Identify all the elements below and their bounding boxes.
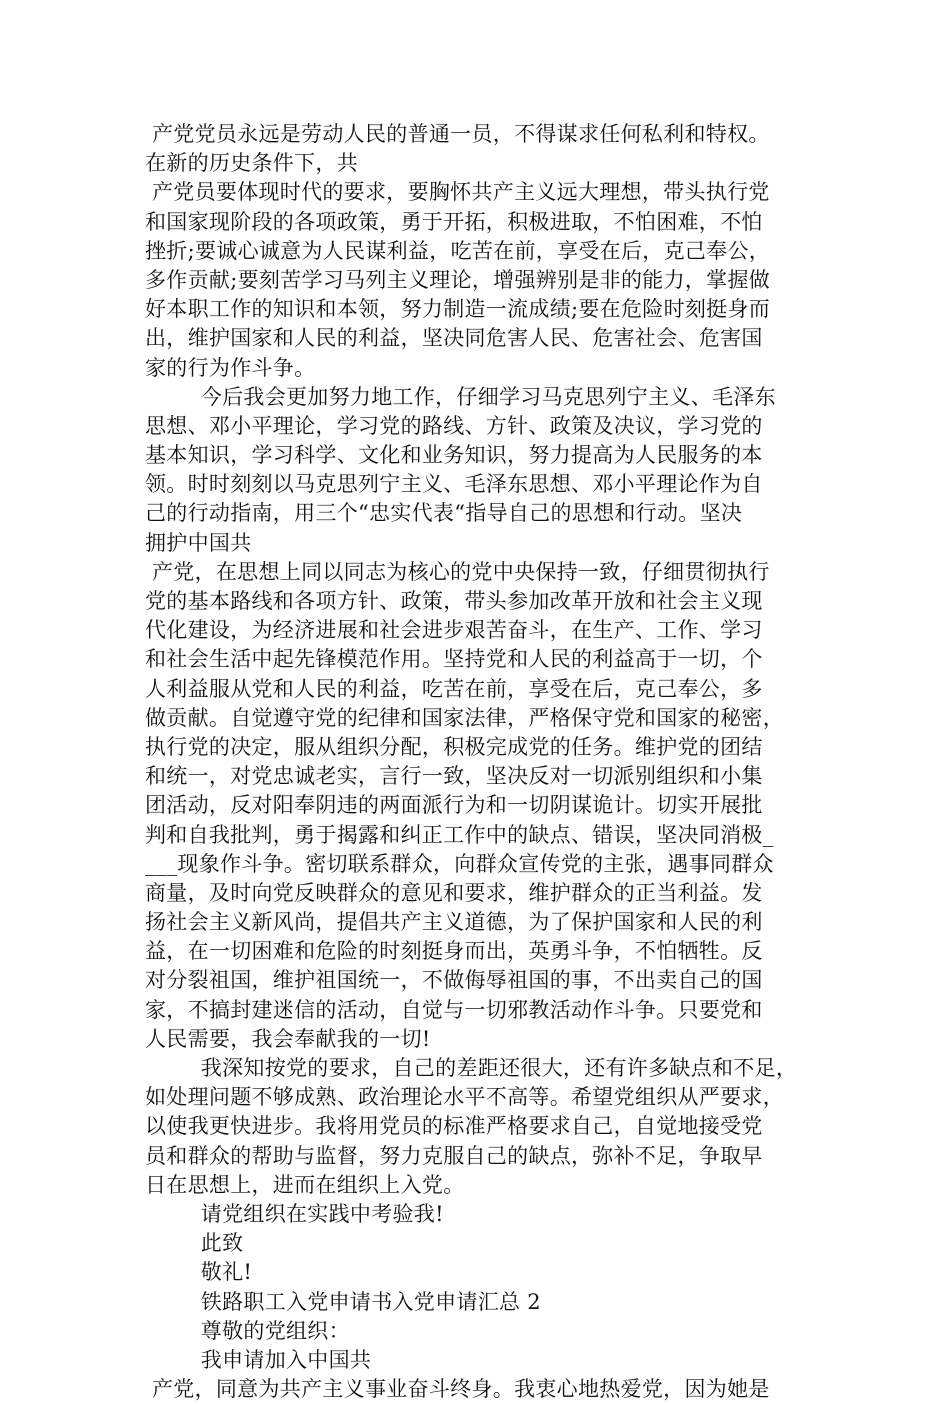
text-line: 家，不搞封建迷信的活动，自觉与一切邪教活动作斗争。只要党和 xyxy=(145,997,763,1022)
text-line: 铁路职工入党申请书入党申请汇总 2 xyxy=(145,1289,541,1314)
text-line: 我申请加入中国共 xyxy=(145,1347,372,1372)
document-body xyxy=(145,120,825,1404)
text-line: 日在思想上，进而在组织上入党。 xyxy=(145,1172,465,1197)
text-line: ___现象作斗争。密切联系群众，向群众宣传党的主张，遇事同群众 xyxy=(145,851,774,876)
text-line: 我深知按党的要求，自己的差距还很大，还有许多缺点和不足， xyxy=(145,1056,798,1080)
text-line: 员和群众的帮助与监督，努力克服自己的缺点，弥补不足，争取早 xyxy=(145,1143,763,1168)
text-line: 敬礼! xyxy=(145,1260,253,1285)
text-line: 党的基本路线和各项方针、政策，带头参加改革开放和社会主义现 xyxy=(145,589,763,613)
text-line: 请党组织在实践中考验我! xyxy=(145,1201,444,1226)
text-line: 在新的历史条件下，共 xyxy=(145,151,358,176)
text-line: 出，维护国家和人民的利益，坚决同危害人民、危害社会、危害国 xyxy=(145,326,763,351)
text-line: 以使我更快进步。我将用党员的标准严格要求自己，自觉地接受党 xyxy=(145,1114,763,1139)
text-line: 拥护中国共 xyxy=(145,530,252,555)
text-line: 家的行为作斗争。 xyxy=(145,355,316,380)
text-line: 思想、邓小平理论，学习党的路线、方针、政策及决议，学习党的 xyxy=(145,413,763,438)
text-line: 挫折;要诚心诚意为人民谋利益，吃苦在前，享受在后，克己奉公， xyxy=(145,238,771,263)
text-line: 领。时时刻刻以马克思列宁主义、毛泽东思想、邓小平理论作为自 xyxy=(145,472,763,497)
text-line: 和社会生活中起先锋模范作用。坚持党和人民的利益高于一切，个 xyxy=(145,647,763,672)
text-line: 和国家现阶段的各项政策，勇于开拓，积极进取，不怕困难，不怕 xyxy=(145,209,763,234)
text-line: 产党党员永远是劳动人民的普通一员，不得谋求任何私利和特权。 xyxy=(145,122,770,146)
text-line: 尊敬的党组织： xyxy=(145,1318,350,1343)
text-line: 人民需要，我会奉献我的一切! xyxy=(145,1026,431,1051)
text-line: 扬社会主义新风尚，提倡共产主义道德，为了保护国家和人民的利 xyxy=(145,910,763,935)
text-line: 判和自我批判，勇于揭露和纠正工作中的缺点、错误，坚决同消极_ xyxy=(145,822,774,847)
text-line: 己的行动指南，用三个“忠实代表“指导自己的思想和行动。坚决 xyxy=(145,501,743,526)
text-line: 产党，同意为共产主义事业奋斗终身。我衷心地热爱党，因为她是 xyxy=(145,1377,770,1402)
text-line: 今后我会更加努力地工作，仔细学习马克思列宁主义、毛泽东 xyxy=(145,384,776,409)
text-line: 多作贡献;要刻苦学习马列主义理论，增强辨别是非的能力，掌握做 xyxy=(145,267,771,292)
text-line: 产党，在思想上同以同志为核心的党中央保持一致，仔细贯彻执行 xyxy=(145,559,770,584)
text-line: 产党员要体现时代的要求，要胸怀共产主义远大理想，带头执行党 xyxy=(145,180,770,205)
text-line: 团活动，反对阳奉阴违的两面派行为和一切阴谋诡计。切实开展批 xyxy=(145,793,763,818)
text-line: 做贡献。自觉遵守党的纪律和国家法律，严格保守党和国家的秘密， xyxy=(145,705,784,730)
text-line: 基本知识，学习科学、文化和业务知识，努力提高为人民服务的本 xyxy=(145,443,763,468)
text-line: 对分裂祖国，维护祖国统一，不做侮辱祖国的事，不出卖自己的国 xyxy=(145,968,763,993)
text-line: 人利益服从党和人民的利益，吃苦在前，享受在后，克己奉公，多 xyxy=(145,676,763,701)
text-line: 商量，及时向党反映群众的意见和要求，维护群众的正当利益。发 xyxy=(145,880,763,905)
text-line: 执行党的决定，服从组织分配，积极完成党的任务。维护党的团结 xyxy=(145,734,763,759)
text-line: 此致 xyxy=(145,1231,244,1256)
text-line: 好本职工作的知识和本领，努力制造一流成绩;要在危险时刻挺身而 xyxy=(145,297,771,322)
text-line: 和统一，对党忠诚老实，言行一致，坚决反对一切派别组织和小集 xyxy=(145,764,763,789)
text-line: 益，在一切困难和危险的时刻挺身而出，英勇斗争，不怕牺牲。反 xyxy=(145,939,763,964)
text-line: 代化建设，为经济进展和社会进步艰苦奋斗，在生产、工作、学习 xyxy=(145,618,763,643)
text-line: 如处理问题不够成熟、政治理论水平不高等。希望党组织从严要求， xyxy=(145,1085,784,1110)
